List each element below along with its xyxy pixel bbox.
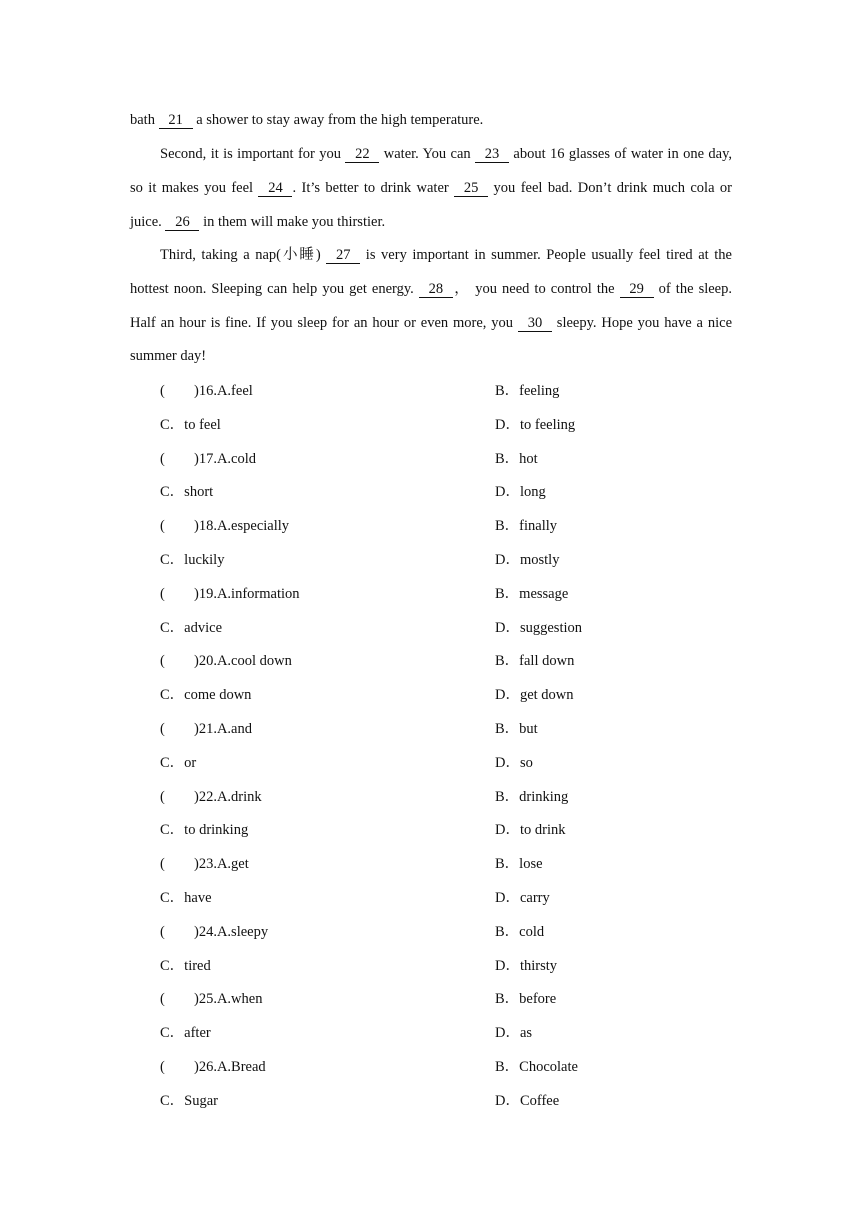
- blank-22: 22: [345, 146, 379, 163]
- option-a: )21.A.and: [194, 720, 252, 737]
- option-b: B．finally: [495, 518, 558, 535]
- option-c: C．come down: [160, 687, 252, 704]
- passage-text: is very important in summer. People usually feel tired at the hottest noon. Sleeping can help you get energy.: [130, 247, 732, 297]
- blank-25: 25: [454, 180, 488, 197]
- blank-29: 29: [620, 281, 654, 298]
- question-row: [160, 916, 732, 950]
- passage-text: about 16 glasses of water in one day, so it makes you feel: [130, 146, 733, 196]
- option-c: C．Sugar: [160, 1092, 218, 1109]
- passage-text: in them will make you thirstier.: [199, 213, 386, 230]
- passage-text: sleepy. Hope you have a nice summer day!: [130, 314, 733, 365]
- option-c: C．to drinking: [160, 822, 249, 839]
- question-stem: [160, 375, 495, 409]
- question-stem: [160, 848, 495, 882]
- option-b: B．fall down: [495, 653, 575, 670]
- question-stem: [160, 713, 495, 747]
- option-a: )18.A.especially: [194, 518, 290, 535]
- option-c: C．or: [160, 754, 197, 771]
- option-d: D．thirsty: [495, 957, 558, 974]
- option-a: )24.A.sleepy: [194, 923, 269, 940]
- option-a: )22.A.drink: [194, 788, 262, 805]
- answer-bracket[interactable]: (: [160, 653, 165, 670]
- question-row: [160, 510, 732, 544]
- question-stem: [160, 983, 495, 1017]
- question-row: [160, 950, 732, 984]
- question-stem: [160, 510, 495, 544]
- question-row: [160, 882, 732, 916]
- option-b: B．hot: [495, 450, 538, 467]
- passage-paragraph-2: [130, 138, 732, 239]
- option-a: )23.A.get: [194, 856, 249, 873]
- option-c: C．short: [160, 484, 214, 501]
- question-stem: [160, 578, 495, 612]
- passage-text: Second, it is important for you: [160, 146, 346, 162]
- option-d: D．suggestion: [495, 619, 582, 636]
- blank-30: 30: [518, 315, 552, 332]
- option-b: B．feeling: [495, 383, 560, 399]
- answer-bracket[interactable]: (: [160, 1058, 165, 1075]
- answer-bracket[interactable]: (: [160, 856, 165, 873]
- question-row: [160, 1085, 732, 1119]
- option-d: D．to drink: [495, 822, 566, 839]
- blank-28: 28: [419, 281, 453, 298]
- answer-bracket[interactable]: (: [160, 720, 165, 737]
- question-row: [160, 781, 732, 815]
- question-row: [160, 679, 732, 713]
- answer-bracket[interactable]: (: [160, 383, 165, 399]
- question-stem: [160, 645, 495, 679]
- question-row: [160, 983, 732, 1017]
- option-d: D．as: [495, 1025, 533, 1042]
- question-stem: [160, 916, 495, 950]
- option-b: B．cold: [495, 923, 545, 940]
- question-row: [160, 443, 732, 477]
- passage-paragraph-1: [130, 104, 732, 138]
- question-row: [160, 578, 732, 612]
- passage-text: of the sleep. Half an hour is fine. If you sleep for an hour or even more, you: [130, 280, 732, 331]
- answer-bracket[interactable]: (: [160, 991, 165, 1008]
- passage-text: bath: [130, 112, 159, 128]
- question-row: [160, 848, 732, 882]
- option-a: )19.A.information: [194, 585, 300, 602]
- option-d: D．mostly: [495, 551, 560, 568]
- question-row: [160, 476, 732, 510]
- blank-21: 21: [159, 112, 193, 129]
- question-row: [160, 409, 732, 443]
- option-b: B．drinking: [495, 788, 569, 805]
- answer-bracket[interactable]: (: [160, 518, 165, 535]
- question-options-list: [160, 375, 732, 1119]
- answer-bracket[interactable]: (: [160, 450, 165, 467]
- question-row: [160, 544, 732, 578]
- passage-text: you feel bad. Don’t drink much cola or juice.: [130, 179, 732, 230]
- option-a: )17.A.cold: [194, 450, 257, 467]
- question-row: [160, 645, 732, 679]
- option-c: C．to feel: [160, 416, 221, 433]
- question-row: [160, 375, 732, 409]
- option-a: )16.A.feel: [194, 383, 253, 399]
- passage-text: . It’s better to drink water: [292, 179, 455, 196]
- answer-bracket[interactable]: (: [160, 585, 165, 602]
- option-b: B．lose: [495, 856, 543, 873]
- passage-text: a shower to stay away from the high temperature.: [192, 112, 484, 128]
- option-c: C．after: [160, 1025, 211, 1042]
- option-a: )20.A.cool down: [194, 653, 292, 670]
- option-a: )25.A.when: [194, 991, 263, 1008]
- option-c: C．have: [160, 889, 212, 906]
- passage-paragraph-3: [130, 239, 732, 374]
- answer-bracket[interactable]: (: [160, 923, 165, 940]
- question-row: [160, 814, 732, 848]
- question-row: [160, 1017, 732, 1051]
- passage-text: Third, taking a nap(小睡): [160, 247, 327, 263]
- option-d: D．long: [495, 484, 546, 501]
- question-stem: [160, 443, 495, 477]
- option-d: D．Coffee: [495, 1092, 560, 1109]
- question-stem: [160, 781, 495, 815]
- option-b: B．but: [495, 720, 538, 737]
- option-d: D．get down: [495, 687, 574, 704]
- question-row: [160, 747, 732, 781]
- option-a: )26.A.Bread: [194, 1058, 266, 1075]
- option-d: D．to feeling: [495, 416, 576, 433]
- blank-27: 27: [326, 247, 360, 264]
- blank-26: 26: [165, 214, 199, 231]
- blank-23: 23: [475, 146, 509, 163]
- option-c: C．luckily: [160, 551, 225, 568]
- blank-24: 24: [258, 180, 292, 197]
- option-b: B．message: [495, 585, 569, 602]
- option-d: D．so: [495, 754, 533, 771]
- option-b: B．Chocolate: [495, 1058, 578, 1075]
- passage-text: ， you need to control the: [452, 280, 620, 297]
- option-c: C．tired: [160, 957, 211, 974]
- question-row: [160, 713, 732, 747]
- question-row: [160, 612, 732, 646]
- option-b: B．before: [495, 991, 557, 1008]
- question-row: [160, 1051, 732, 1085]
- passage-text: water. You can: [379, 146, 476, 162]
- option-d: D．carry: [495, 889, 550, 906]
- option-c: C．advice: [160, 619, 223, 636]
- question-stem: [160, 1051, 495, 1085]
- answer-bracket[interactable]: (: [160, 788, 165, 805]
